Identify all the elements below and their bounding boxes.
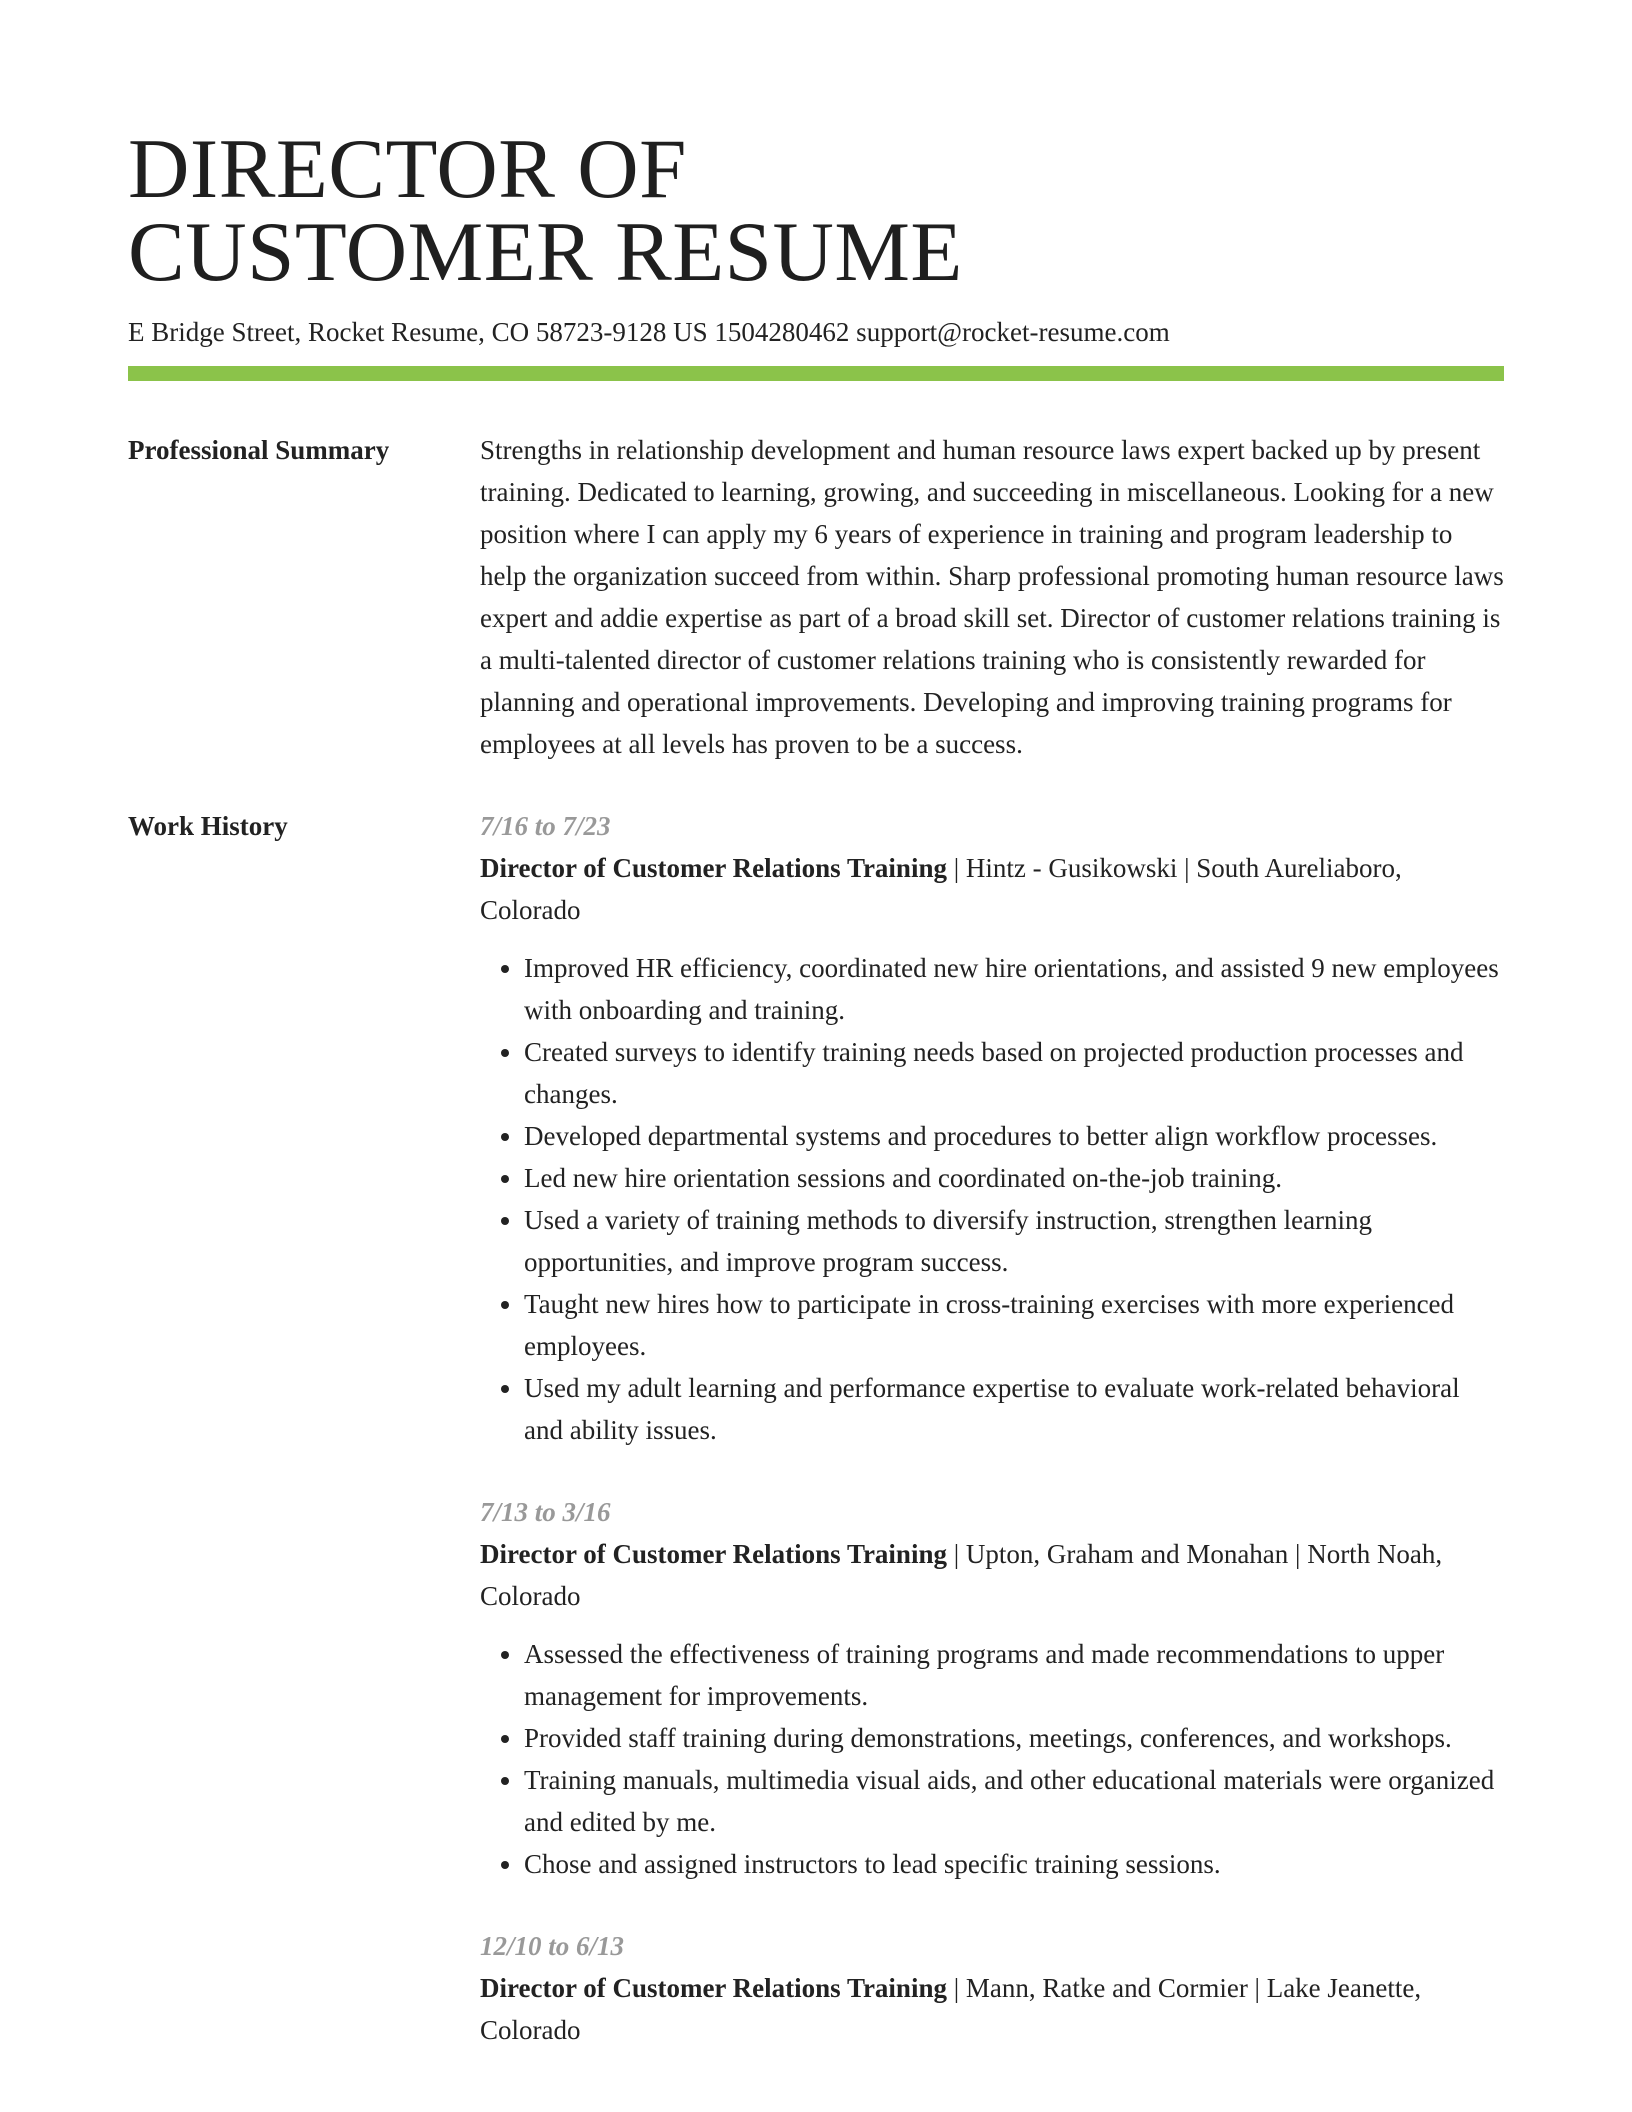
bullet-item: • Chose and assigned instructors to lead specific training sessions. <box>524 1843 1504 1885</box>
bullet-item: • Led new hire orientation sessions and coordinated on-the-job training. <box>524 1157 1504 1199</box>
job-title: Director of Customer Relations Training <box>480 1973 947 2003</box>
bullet-item: • Training manuals, multimedia visual aids, and other educational materials were organized and edited by me. <box>524 1759 1504 1843</box>
bullet-item: • Taught new hires how to participate in cross-training exercises with more experienced employees. <box>524 1283 1504 1367</box>
resume-title <box>128 122 1504 299</box>
job-dates: 12/10 to 6/13 <box>480 1931 625 1961</box>
job-entry <box>480 805 1504 1451</box>
contact-line: E Bridge Street, Rocket Resume, CO 58723-9128 US 1504280462 support@rocket-resume.com <box>128 317 1170 347</box>
title-line-2: CUSTOMER RESUME <box>128 205 963 299</box>
work-history-body <box>480 805 1504 2091</box>
job-heading <box>480 847 1504 931</box>
job-dates: 7/16 to 7/23 <box>480 811 611 841</box>
job-title: Director of Customer Relations Training <box>480 853 947 883</box>
bullet-item: • Used a variety of training methods to diversify instruction, strengthen learning opportunities, and improve program success. <box>524 1199 1504 1283</box>
bullet-item: • Developed departmental systems and procedures to better align workflow processes. <box>524 1115 1504 1157</box>
bullet-item: • Improved HR efficiency, coordinated new hire orientations, and assisted 9 new employees with onboarding and training. <box>524 947 1504 1031</box>
job-title: Director of Customer Relations Training <box>480 1539 947 1569</box>
job-bullets <box>480 947 1504 1451</box>
work-history-section <box>128 805 1504 2091</box>
resume-page <box>128 122 1504 2091</box>
job-heading <box>480 1533 1504 1617</box>
professional-summary-section <box>128 429 1504 765</box>
section-label-summary: Professional Summary <box>128 435 390 465</box>
bullet-item: • Assessed the effectiveness of training programs and made recommendations to upper management for improvements. <box>524 1633 1504 1717</box>
job-bullets <box>480 1633 1504 1885</box>
job-details: | Mann, Ratke and Cormier | Lake Jeanette, Colorado <box>480 1973 1422 2045</box>
job-details: | Hintz - Gusikowski | South Aureliaboro, Colorado <box>480 853 1402 925</box>
job-heading <box>480 1967 1504 2051</box>
bullet-item: • Used my adult learning and performance expertise to evaluate work-related behavioral and ability issues. <box>524 1367 1504 1451</box>
job-dates: 7/13 to 3/16 <box>480 1497 611 1527</box>
bullet-item: • Provided staff training during demonstrations, meetings, conferences, and workshops. <box>524 1717 1504 1759</box>
section-label-work-history: Work History <box>128 811 288 841</box>
job-entry <box>480 1925 1504 2051</box>
accent-divider <box>128 366 1504 381</box>
bullet-item: • Created surveys to identify training needs based on projected production processes and changes. <box>524 1031 1504 1115</box>
summary-body <box>480 429 1504 765</box>
summary-text: Strengths in relationship development and human resource laws expert backed up by present training. Dedicated to learning, growing, and succeeding in miscellaneous. Looking for a new position where I can apply my 6 years of experience in training and program leadership to help the organization succeed from within. Sharp professional promoting human resource laws expert and addie expertise as part of a broad skill set. Director of customer relations training is a multi-talented director of customer relations training who is consistently rewarded for planning and operational improvements. Developing and improving training programs for employees at all levels has proven to be a success. <box>480 435 1504 759</box>
job-entry <box>480 1491 1504 1885</box>
title-line-1: DIRECTOR OF <box>128 122 687 216</box>
job-details: | Upton, Graham and Monahan | North Noah, Colorado <box>480 1539 1443 1611</box>
